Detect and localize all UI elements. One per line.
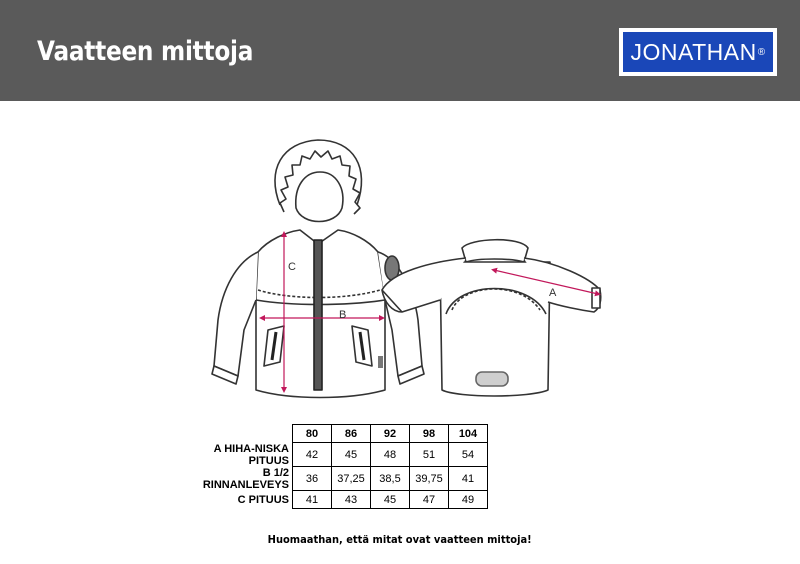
table-cell: 39,75 [410,467,449,491]
registered-mark: ® [757,46,766,58]
table-cell: 36 [293,467,332,491]
table-cell: 51 [410,443,449,467]
measure-label-a: A [549,287,557,299]
table-row [175,443,488,467]
size-header: 104 [449,425,488,443]
table-cell: 43 [332,491,371,509]
row-label: C PITUUS [237,493,289,506]
table-cell: 37,25 [332,467,371,491]
size-table-corner [175,425,293,443]
brand-logo-badge [622,31,774,73]
table-cell: 41 [449,467,488,491]
table-cell: 38,5 [371,467,410,491]
size-header: 80 [293,425,332,443]
table-row [175,491,488,509]
size-header: 86 [332,425,371,443]
size-table-header [175,425,488,443]
table-cell: 48 [371,443,410,467]
table-cell: 45 [371,491,410,509]
table-cell: 42 [293,443,332,467]
table-cell: 54 [449,443,488,467]
table-cell: 49 [449,491,488,509]
size-table [175,424,488,509]
row-label: A HIHA-NISKA PITUUS [213,442,289,467]
header-bar [0,0,800,101]
brand-logo-text: JONATHAN [630,38,757,65]
table-row [175,467,488,491]
measure-label-c: C [288,261,296,273]
jacket-illustration [0,101,800,421]
table-cell: 45 [332,443,371,467]
disclaimer-note [0,533,800,546]
size-header: 92 [371,425,410,443]
brand-logo [619,28,777,76]
table-cell: 47 [410,491,449,509]
disclaimer-text: Huomaathan, että mitat ovat vaatteen mittoja! [267,533,533,546]
size-header: 98 [410,425,449,443]
measure-label-b: B [339,309,347,321]
page-title: Vaatteen mittoja [37,36,254,67]
table-cell: 41 [293,491,332,509]
row-label: B 1/2 RINNANLEVEYS [202,466,289,491]
jacket-front-icon [212,140,424,398]
